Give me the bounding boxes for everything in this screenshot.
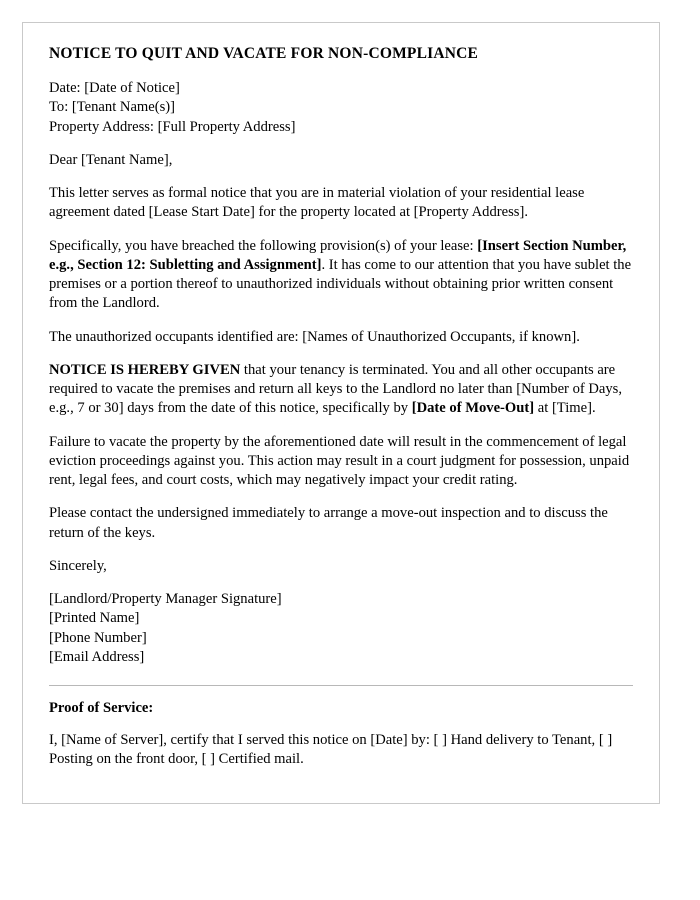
document-body	[23, 23, 659, 770]
breach-clause: [Insert Section Number, e.g., Section 12: Subletting and Assignment]	[49, 237, 627, 273]
unauthorized-occupants-paragraph: The unauthorized occupants identified are: [Names of Unauthorized Occupants, if known].	[49, 328, 580, 345]
document-sheet	[22, 22, 660, 804]
page-title: NOTICE TO QUIT AND VACATE FOR NON-COMPLIANCE	[49, 45, 479, 62]
notice-body: that your tenancy is terminated. You and all other occupants are required to vacate the premises and return all keys to the Landlord no later than [Number of Days, e.g., 7 or 30] days from the date of this notice, specifically by	[49, 361, 623, 417]
notice-tail: at [Time].	[534, 400, 596, 417]
proof-of-service-text: I, [Name of Server], certify that I served this notice on [Date] by: [ ] Hand delivery to Tenant, [ ] Posting on the front door, [ ] Certified mail.	[49, 732, 613, 768]
signature-block	[49, 590, 633, 667]
contact-paragraph: Please contact the undersigned immediately to arrange a move-out inspection and to discuss the return of the keys.	[49, 505, 608, 541]
closing: Sincerely,	[49, 557, 107, 574]
move-out-date: [Date of Move-Out]	[411, 400, 535, 417]
notice-bold-lead: NOTICE IS HEREBY GIVEN	[49, 361, 241, 378]
recipient-line: To: [Tenant Name(s)]	[49, 99, 176, 116]
breach-tail: . It has come to our attention that you have sublet the premises or a portion thereof to unauthorized individuals without obtaining prior written consent from the Landlord.	[49, 256, 632, 312]
email-address-line: [Email Address]	[49, 648, 145, 665]
letter-header	[49, 79, 633, 137]
notice-paragraph	[49, 361, 633, 419]
failure-paragraph: Failure to vacate the property by the aforementioned date will result in the commencement of legal eviction proceedings against you. This action may result in a court judgment for possession, unpaid rent, legal fees, and court costs, which may negatively impact your credit rating.	[49, 433, 630, 488]
property-address-line: Property Address: [Full Property Address]	[49, 118, 296, 135]
phone-number-line: [Phone Number]	[49, 629, 147, 646]
date-line: Date: [Date of Notice]	[49, 80, 180, 96]
divider	[49, 685, 633, 686]
breach-paragraph	[49, 237, 633, 314]
printed-name-line: [Printed Name]	[49, 610, 140, 627]
breach-lead: Specifically, you have breached the following provision(s) of your lease:	[49, 237, 478, 254]
signature-line: [Landlord/Property Manager Signature]	[49, 591, 282, 607]
intro-paragraph: This letter serves as formal notice that you are in material violation of your residential lease agreement dated [Lease Start Date] for the property located at [Property Address].	[49, 185, 585, 221]
proof-of-service-heading: Proof of Service:	[49, 700, 154, 716]
salutation: Dear [Tenant Name],	[49, 151, 173, 168]
